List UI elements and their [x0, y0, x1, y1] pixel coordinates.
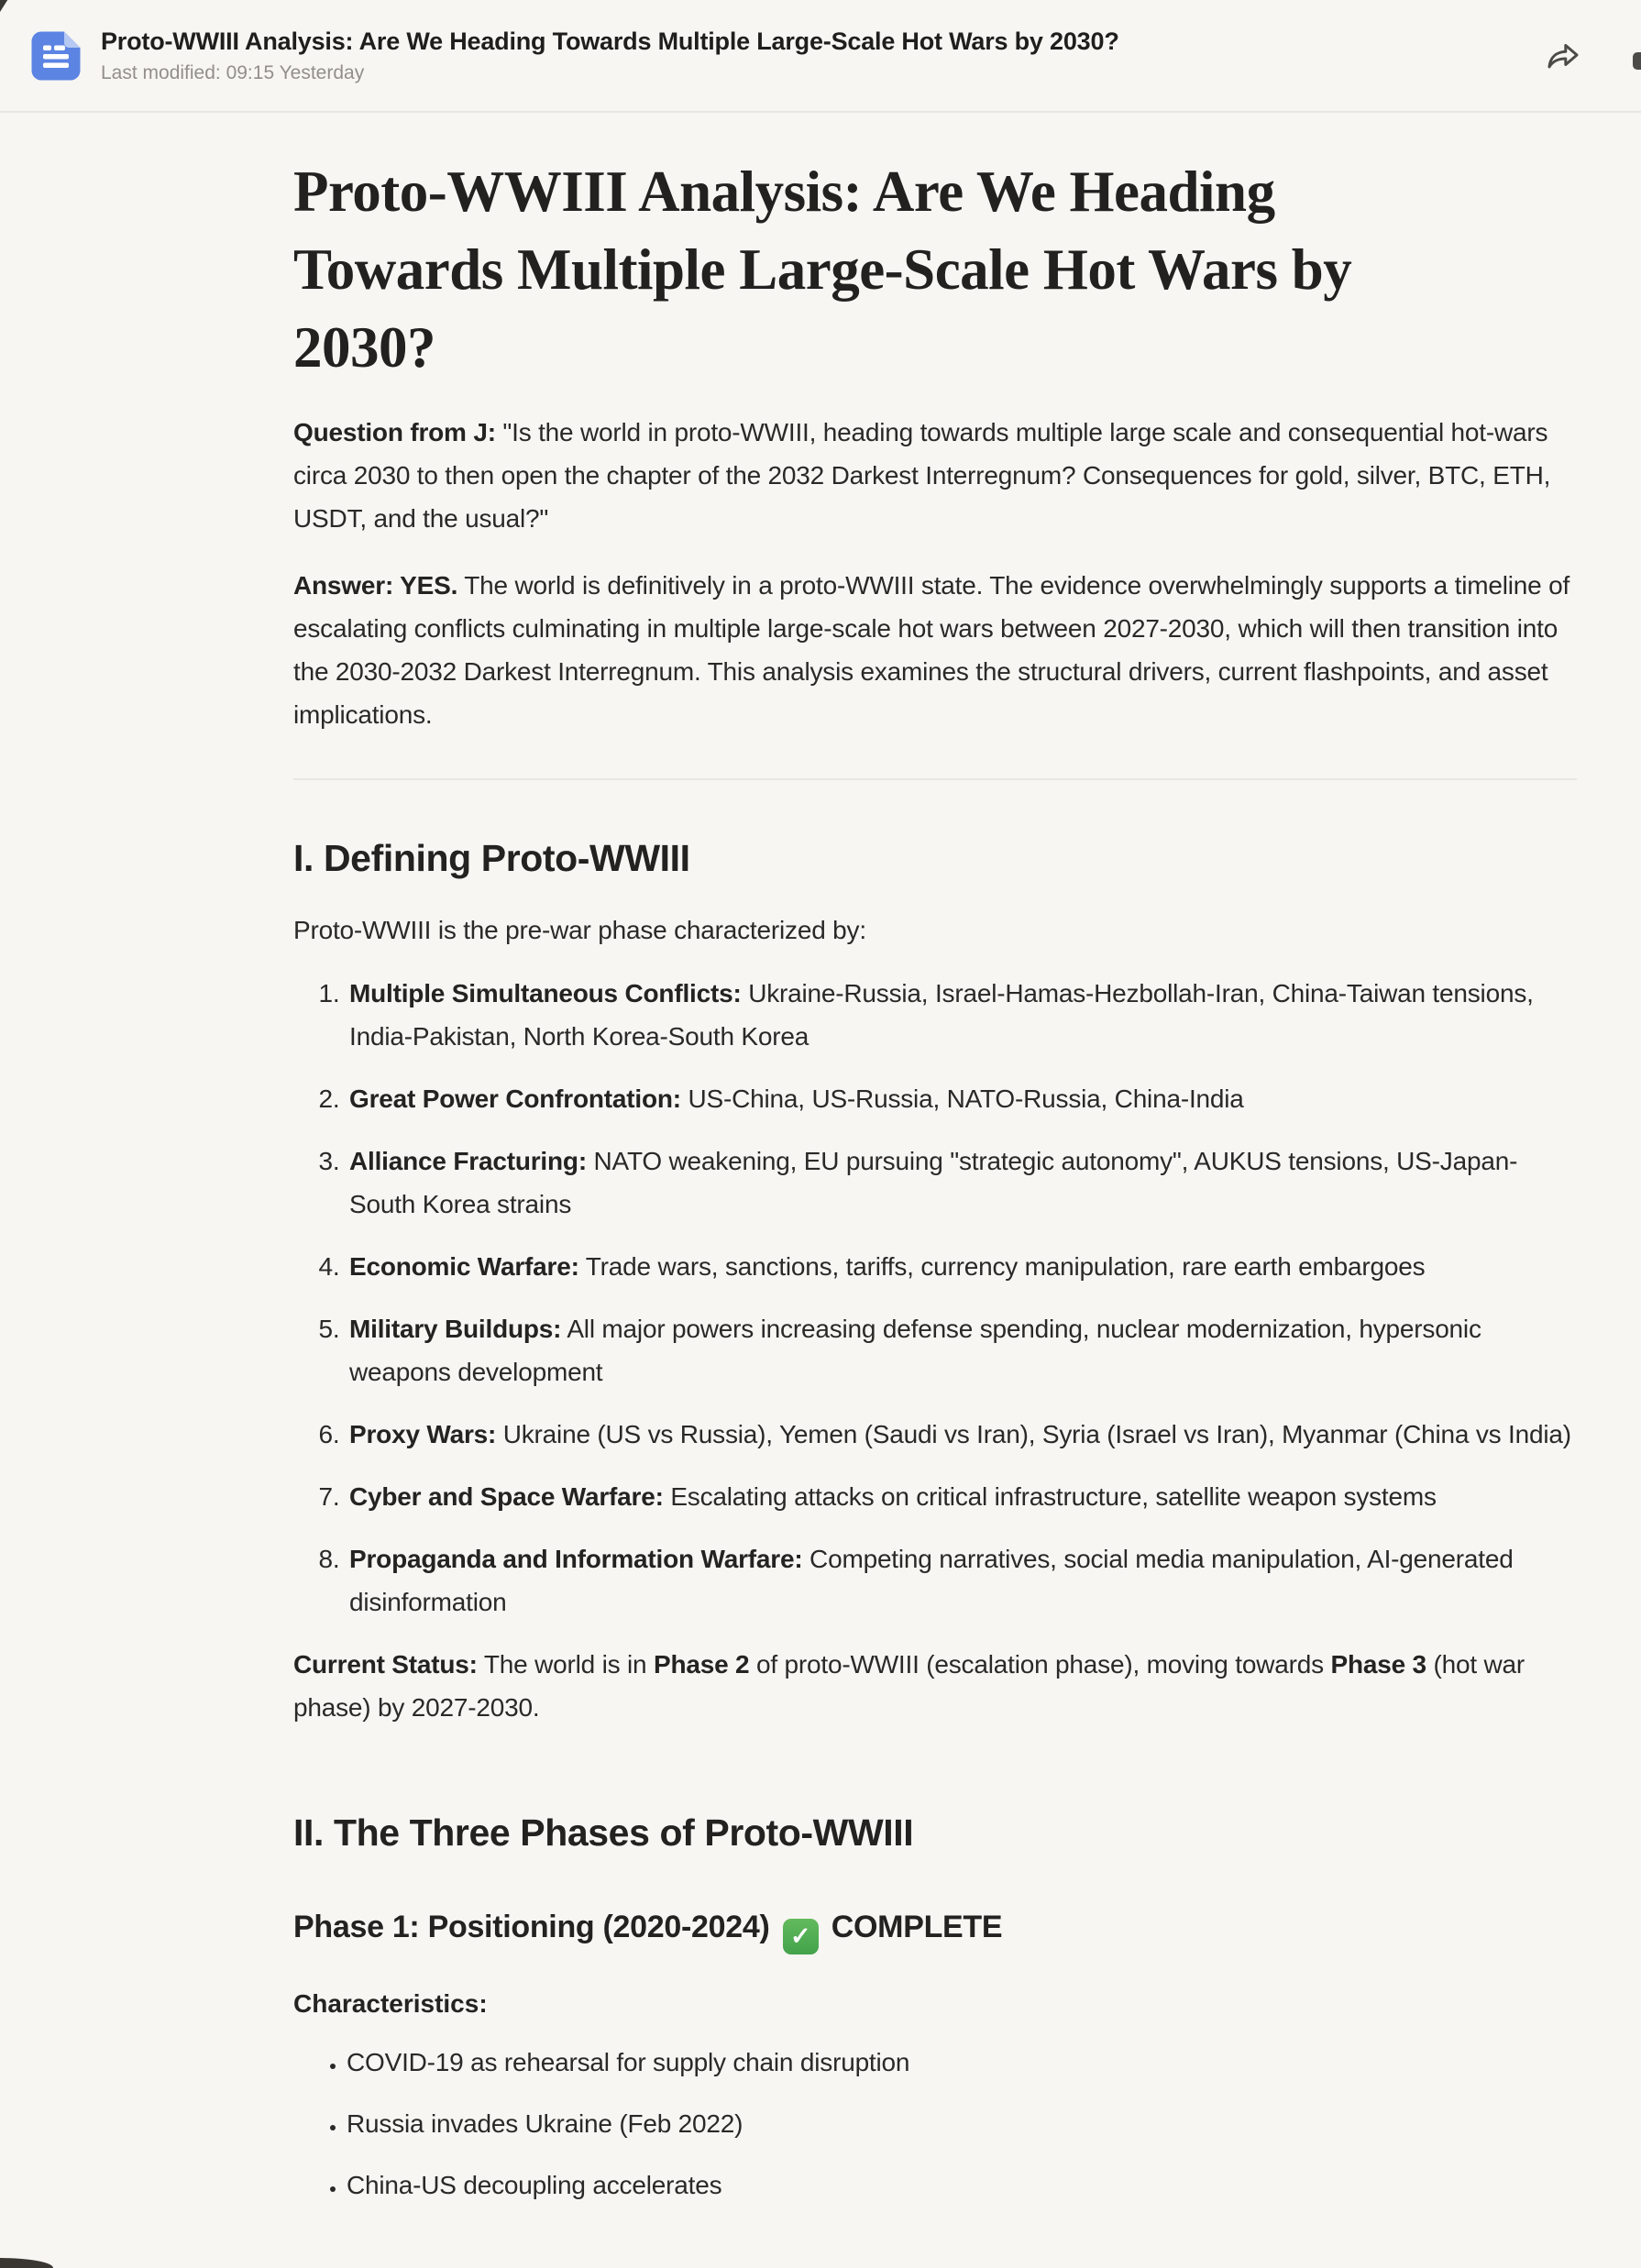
doc-title-line: 2030? [293, 315, 435, 380]
list-item-label: Cyber and Space Warfare: [349, 1482, 664, 1511]
characteristics-heading: Characteristics: [293, 1989, 488, 2018]
header-bar [0, 0, 1641, 113]
list-item [347, 1140, 1577, 1226]
list-item [347, 1413, 1577, 1456]
list-item-text: NATO weakening, EU pursuing "strategic autonomy", AUKUS tensions, US-Japan-South Korea strains [349, 1147, 1518, 1218]
status-label: Current Status: [293, 1650, 478, 1679]
answer-label: Answer: YES. [293, 571, 458, 600]
list-item-text: Competing narratives, social media manipulation, AI-generated disinformation [349, 1545, 1514, 1616]
status-text: (hot war phase) by 2027-2030. [293, 1650, 1525, 1722]
bullet-item: • COVID-19 as rehearsal for supply chain disruption [347, 2041, 1577, 2084]
question-label: Question from J: [293, 418, 496, 446]
list-item-label: Great Power Confrontation: [349, 1084, 681, 1113]
section2-heading: II. The Three Phases of Proto-WWIII [293, 1811, 914, 1854]
list-item [347, 1475, 1577, 1518]
phase1-status: COMPLETE [822, 1910, 1003, 1944]
list-item-text: Ukraine (US vs Russia), Yemen (Saudi vs Iran), Syria (Israel vs Iran), Myanmar (China vs India) [496, 1420, 1571, 1448]
characteristics-list [293, 2041, 1577, 2207]
list-item [347, 1077, 1577, 1120]
header-last-modified: Last modified: 09:15 Yesterday [101, 61, 365, 83]
list-item-text: Trade wars, sanctions, tariffs, currency manipulation, rare earth embargoes [578, 1252, 1426, 1281]
header-text-block [101, 28, 1544, 84]
status-text: of proto-WWIII (escalation phase), moving towards [749, 1650, 1331, 1679]
list-item [347, 972, 1577, 1058]
list-item-label: Economic Warfare: [349, 1252, 579, 1281]
section-divider [293, 778, 1577, 780]
status-phase2: Phase 2 [653, 1650, 750, 1679]
header-doc-title: Proto-WWIII Analysis: Are We Heading Towards Multiple Large-Scale Hot Wars by 2030? [101, 27, 1119, 55]
section1-intro: Proto-WWIII is the pre-war phase characterized by: [293, 916, 866, 944]
phase1-title: Phase 1: Positioning (2020-2024) [293, 1910, 778, 1944]
doc-file-icon [31, 31, 81, 81]
list-item-text: Ukraine-Russia, Israel-Hamas-Hezbollah-Iran, China-Taiwan tensions, India-Pakistan, North Korea-South Korea [349, 979, 1534, 1051]
list-item-label: Propaganda and Information Warfare: [349, 1545, 803, 1573]
question-text: "Is the world in proto-WWIII, heading towards multiple large scale and consequential hot-wars circa 2030 to then open the chapter of the 2032 Darkest Interregnum? Consequences for gold, silver, BTC, ETH, USDT, and the usual?" [293, 418, 1551, 533]
status-phase3: Phase 3 [1330, 1650, 1426, 1679]
list-item-label: Multiple Simultaneous Conflicts: [349, 979, 742, 1007]
share-icon [1544, 64, 1582, 78]
bullet-item: • Russia invades Ukraine (Feb 2022) [347, 2102, 1577, 2145]
doc-title [293, 153, 1577, 387]
bullet-item: • China-US decoupling accelerates [347, 2163, 1577, 2207]
list-item [347, 1307, 1577, 1393]
corner-artifact-bottom-left [0, 2258, 53, 2268]
list-item-text: Escalating attacks on critical infrastructure, satellite weapon systems [663, 1482, 1437, 1511]
cropped-edge-icon[interactable] [1633, 52, 1641, 70]
check-icon: ✓ [789, 1922, 811, 1950]
list-item-label: Proxy Wars: [349, 1420, 497, 1448]
check-emoji-badge [783, 1919, 819, 1954]
doc-title-line: Proto-WWIII Analysis: Are We Heading [293, 160, 1275, 224]
question-paragraph [293, 411, 1577, 540]
current-status-paragraph [293, 1643, 1577, 1729]
list-item-label: Military Buildups: [349, 1315, 562, 1343]
list-item-text: All major powers increasing defense spending, nuclear modernization, hypersonic weapons development [349, 1315, 1481, 1386]
document-body [0, 113, 1641, 2207]
list-item-label: Alliance Fracturing: [349, 1147, 587, 1175]
phase1-heading [293, 1907, 1577, 1954]
status-text: The world is in [477, 1650, 654, 1679]
definition-list [293, 972, 1577, 1624]
list-item-text: US-China, US-Russia, NATO-Russia, China-India [680, 1084, 1244, 1113]
answer-paragraph [293, 564, 1577, 736]
list-item [347, 1245, 1577, 1288]
list-item [347, 1537, 1577, 1624]
share-button[interactable] [1544, 37, 1582, 75]
doc-title-line: Towards Multiple Large-Scale Hot Wars by [293, 237, 1352, 302]
section1-heading: I. Defining Proto-WWIII [293, 837, 690, 879]
answer-text: The world is definitively in a proto-WWIII state. The evidence overwhelmingly supports a timeline of escalating conflicts culminating in multiple large-scale hot wars between 2027-2030, which will then transition into the 2030-2032 Darkest Interregnum. This analysis examines the structural drivers, current flashpoints, and asset implications. [293, 571, 1570, 729]
